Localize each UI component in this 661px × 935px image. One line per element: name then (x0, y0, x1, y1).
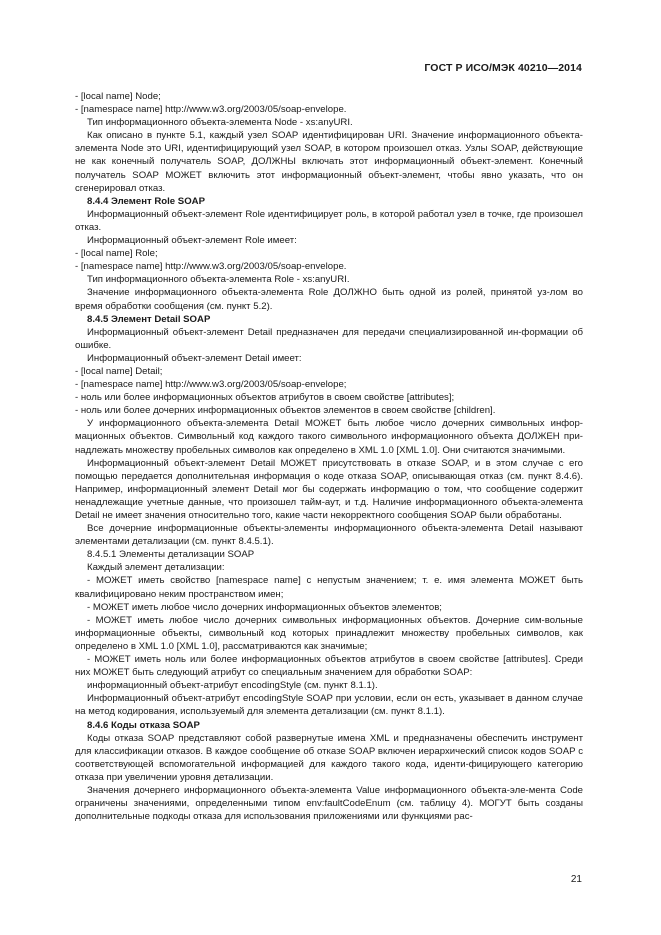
body-paragraph: Информационный объект-элемент Role идентифицирует роль, в которой работал узел в точке, где произошел отказ. (75, 208, 583, 233)
body-paragraph: Тип информационного объекта-элемента Node - xs:anyURI. (87, 117, 353, 129)
subsection-heading: 8.4.5.1 Элементы детализации SOAP (87, 549, 255, 561)
body-paragraph: Информационный объект-элемент Detail МОЖЕТ присутствовать в отказе SOAP, и в этом случае с его помощью передается дополнительная информация о коде отказа SOAP, описывающая отказ (см. пункт 8.4.6). Например, информационный элемент Detail мог бы содержать информацию о том, что сообщение содержит ненадлежащие учетные данные, что произошел тайм-аут, и т.д. Наличие информационного объекта-элемента Detail не имеет значения относительно того, какие части некорректного сообщения SOAP были обработаны. (75, 457, 583, 521)
body-paragraph: Информационный объект-элемент Detail имеет: (87, 352, 302, 364)
page-number: 21 (570, 874, 582, 885)
list-item: - МОЖЕТ иметь свойство [namespace name] с непустым значением; т. е. имя элемента МОЖЕТ быть квалифицировано неким пространством имен; (75, 575, 583, 600)
section-heading: 8.4.4 Элемент Role SOAP (87, 195, 206, 207)
list-item: - [namespace name] http://www.w3.org/2003/05/soap-envelope. (75, 104, 347, 116)
body-paragraph: Коды отказа SOAP представляют собой развернутые имена XML и предназначены обеспечить инструмент для классификации отказов. В каждое сообщение об отказе SOAP включен иерархический список кодов SOAP с соответствующей вспомогательной информацией для каждого такого кода, иденти-фицирующего категорию отказа при увеличении уровня детализации. (75, 732, 583, 783)
list-item: - [namespace name] http://www.w3.org/2003/05/soap-envelope. (75, 261, 347, 273)
body-paragraph: Значения дочернего информационного объекта-элемента Value информационного объекта-эле-мента Code ограничены значениями, определенными типом env:faultCodeEnum (см. таблицу 4). МОГУТ быть созданы дополнительные подкоды отказа для использования приложениями или функциями рас- (75, 784, 583, 823)
list-item: - [namespace name] http://www.w3.org/2003/05/soap-envelope; (75, 379, 347, 391)
list-item: - [local name] Detail; (75, 365, 163, 377)
document-header: ГОСТ Р ИСО/МЭК 40210—2014 (424, 62, 582, 74)
body-paragraph: информационный объект-атрибут encodingStyle (см. пункт 8.1.1). (87, 680, 378, 692)
list-item: - МОЖЕТ иметь любое число дочерних информационных объектов элементов; (87, 601, 442, 613)
list-item: - [local name] Node; (75, 91, 161, 102)
section-heading: 8.4.6 Коды отказа SOAP (87, 719, 200, 731)
body-paragraph: Все дочерние информационные объекты-элементы информационного объекта-элемента Detail называют элементами детализации (см. пункт 8.4.5.1). (75, 523, 583, 548)
section-heading: 8.4.5 Элемент Detail SOAP (87, 313, 211, 325)
body-paragraph: У информационного объекта-элемента Detail МОЖЕТ быть любое число дочерних символьных инфор-мационных объектов. Символьный код каждого такого символьного информационного объекта ДОЛЖЕН при-надлежать множеству пробельных символов как определено в XML 1.0 [XML 1.0]. Они считаются значимыми. (75, 418, 583, 456)
body-paragraph: Тип информационного объекта-элемента Role - xs:anyURI. (87, 274, 350, 286)
body-paragraph: Информационный объект-атрибут encodingStyle SOAP при условии, если он есть, указывает в данном случае на метод кодирования, используемый для элемента детализации (см. пункт 8.1.1). (75, 693, 583, 718)
list-item: - ноль или более дочерних информационных объектов элементов в своем свойстве [children]. (75, 405, 496, 417)
body-paragraph: Каждый элемент детализации: (87, 562, 225, 574)
body-paragraph: Информационный объект-элемент Detail предназначен для передачи специализированной ин-формации об ошибке. (75, 326, 583, 351)
list-item: - [local name] Role; (75, 248, 158, 260)
list-item: - ноль или более информационных объектов атрибутов в своем свойстве [attributes]; (75, 392, 455, 404)
list-item: - МОЖЕТ иметь любое число дочерних символьных информационных объектов. Дочерние сим-вольные информационные объекты, символьный код которых принадлежит множеству пробельных символов, как определено в XML 1.0 [XML 1.0], рассматриваются как значимые; (75, 614, 583, 652)
body-paragraph: Как описано в пункте 5.1, каждый узел SOAP идентифицирован URI. Значение информационного объекта-элемента Node это URI, идентифицирующий узел SOAP, в котором произошел отказ. Узлы SOAP, действующие не как конечный получатель SOAP, ДОЛЖНЫ включать этот информационный объект-элемент. Конечный получатель SOAP МОЖЕТ включить этот информационный объект-элемент, чтобы явно указать, что он сгенерировал отказ. (75, 130, 583, 194)
body-paragraph: Значение информационного объекта-элемента Role ДОЛЖНО быть одной из ролей, принятой уз-лом во время обработки сообщения (см. пункт 5.2). (75, 287, 583, 312)
list-item: - МОЖЕТ иметь ноль или более информационных объектов атрибутов в своем свойстве [attributes]. Среди них МОЖЕТ быть следующий атрибут со специальным значением для обработки SOAP: (75, 654, 583, 679)
body-paragraph: Информационный объект-элемент Role имеет: (87, 235, 297, 247)
page-body (75, 90, 583, 823)
